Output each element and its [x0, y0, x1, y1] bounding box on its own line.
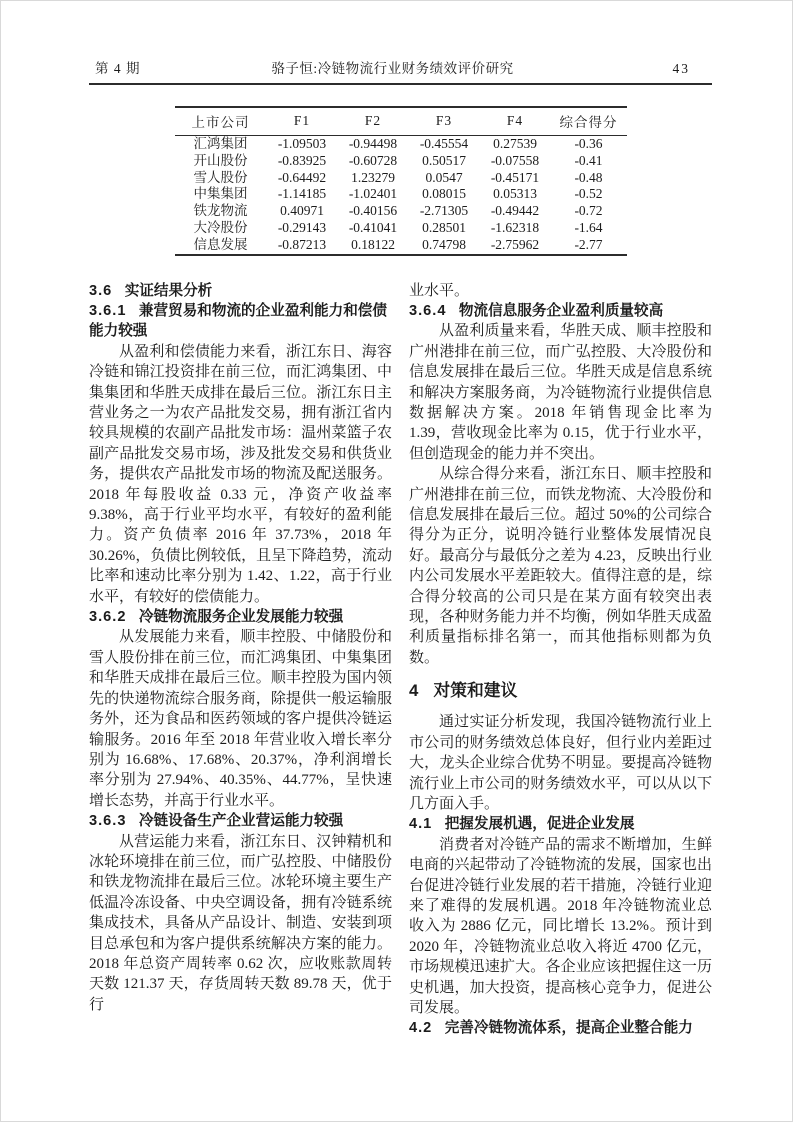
results-table-body [175, 136, 627, 255]
table-cell: -0.40156 [348, 203, 398, 219]
table-cell: -0.45554 [419, 136, 469, 151]
results-table-wrap [89, 106, 712, 256]
section-heading [409, 680, 712, 702]
table-row [175, 237, 627, 255]
heading-number: 4.1 [409, 816, 433, 833]
table-cell: -0.07558 [490, 152, 540, 168]
body-columns [89, 281, 712, 1039]
table-cell: 大冷股份 [193, 219, 248, 235]
results-table [175, 106, 627, 256]
table-cell: -0.72 [574, 203, 603, 219]
heading-number: 3.6 [89, 282, 113, 299]
table-cell: 0.0547 [425, 169, 463, 185]
table-cell: -0.60728 [348, 152, 398, 168]
table-cell: -2.75962 [490, 236, 540, 252]
sub-heading [89, 301, 392, 342]
table-row [175, 186, 627, 203]
heading-number: 4 [409, 681, 419, 701]
paragraph: 从盈利和偿债能力来看，浙江东日、海容冷链和锦江投资排在前三位，而汇鸿集团、中集集团和华胜天成排在最后三位。浙江东日主营业务之一为农产品批发交易，拥有浙江省内较具规模的农副产品批发市场：温州菜篮子农副产品批发交易市场，涉及批发交易和供货业务，提供农产品批发市场的物流及配送服务。2018 年每股收益 0.33 元，净资产收益率 9.38%，高于行业平均水平，有较好的盈利能力。资产负债率 2016 年 37.73%，2018 年 30.26%，负债比例较低，且呈下降趋势，流动比率和速动比率分别为 1.42、1.22，高于行业水平，有较好的偿债能力。 [89, 343, 392, 605]
table-cell: 0.18122 [351, 236, 395, 252]
right-column [409, 281, 712, 1039]
heading-title: 把握发展机遇，促进企业发展 [444, 816, 635, 833]
table-cell: -2.77 [574, 236, 603, 252]
paragraph: 消费者对冷链产品的需求不断增加，生鲜电商的兴起带动了冷链物流的发展，国家也出台促进冷链行业发展的若干措施，冷链行业迎来了难得的发展机遇。2018 年冷链物流业总收入为 2886 亿元，同比增长 13.2%。预计到 2020 年，冷链物流业总收入将近 4700 亿元，市场规模迅速扩大。各企业应该把握住这一历史机遇，加大投资，提高核心竞争力，促进公司发展。 [409, 836, 712, 1016]
table-header-cell: F3 [409, 107, 480, 136]
table-row [175, 170, 627, 187]
table-cell: -1.09503 [277, 136, 327, 151]
table-cell: -0.64492 [277, 169, 327, 185]
table-header-cell: F4 [480, 107, 551, 136]
table-cell: -0.29143 [277, 219, 327, 235]
sub-heading [89, 607, 392, 627]
heading-number: 3.6.3 [89, 813, 127, 830]
table-cell: 雪人股份 [193, 169, 248, 185]
table-cell: -0.94498 [348, 136, 398, 151]
page-header [89, 61, 712, 85]
table-cell: 开山股份 [193, 152, 248, 168]
heading-title: 实证结果分析 [124, 282, 213, 299]
table-cell: -1.14185 [277, 186, 327, 202]
table-cell: 0.28501 [422, 219, 466, 235]
heading-title: 物流信息服务企业盈利质量较高 [458, 302, 664, 319]
table-row [175, 220, 627, 237]
table-cell: 汇鸿集团 [193, 136, 248, 151]
sub-heading [89, 811, 392, 831]
table-cell: 0.50517 [422, 152, 466, 168]
table-cell: -0.87213 [277, 236, 327, 252]
results-table-header-row [175, 107, 627, 136]
table-cell: 铁龙物流 [193, 203, 248, 219]
header-issue: 第 4 期 [95, 61, 141, 76]
table-cell: 中集集团 [193, 186, 248, 202]
table-header-cell: F2 [338, 107, 409, 136]
table-row [175, 203, 627, 220]
paragraph: 从发展能力来看，顺丰控股、中储股份和雪人股份排在前三位，而汇鸿集团、中集集团和华胜天成排在最后三位。顺丰控股为国内领先的快递物流综合服务商，除提供一般运输服务外，还为食品和医药领域的客户提供冷链运输服务。2016 年至 2018 年营业收入增长率分别为 16.68%、17.68%、20.37%，净利润增长率分别为 27.94%、40.35%、44.77%，呈快速增长态势，并高于行业水平。 [89, 629, 392, 809]
table-cell: 0.08015 [422, 186, 466, 202]
heading-title: 完善冷链物流体系，提高企业整合能力 [444, 1020, 693, 1037]
table-cell: -1.02401 [348, 186, 398, 202]
heading-title: 兼营贸易和物流的企业盈利能力和偿债能力较强 [89, 302, 387, 340]
sub-heading [89, 281, 392, 301]
left-column [89, 281, 392, 1039]
header-running-title: 骆子恒:冷链物流行业财务绩效评价研究 [271, 61, 514, 76]
paragraph: 从营运能力来看，浙江东日、汉钟精机和冰轮环境排在前三位，而广弘控股、中储股份和铁龙物流排在最后三位。冰轮环境主要生产低温冷冻设备、中央空调设备，拥有冷链系统集成技术，具备从产品设计、制造、安装到项目总承包和为客户提供系统解决方案的能力。2018 年总资产周转率 0.62 次，应收账款周转天数 121.37 天，存货周转天数 89.78 天，优于行 [89, 833, 392, 1013]
heading-title: 对策和建议 [433, 681, 518, 701]
table-cell: 0.05313 [493, 186, 537, 202]
paragraph: 从综合得分来看，浙江东日、顺丰控股和广州港排在前三位，而铁龙物流、大冷股份和信息发展排在最后三位。超过 50%的公司综合得分为正分，说明冷链行业整体发展情况良好。最高分与最低分之差为 4.23，反映出行业内公司发展水平差距较大。值得注意的是，综合得分较高的公司只是在某方面有较突出表现，各种财务能力并不均衡，例如华胜天成盈利质量指标排名第一，而其他指标则都为负数。 [409, 466, 712, 666]
heading-title: 冷链物流服务企业发展能力较强 [138, 609, 344, 626]
heading-number: 3.6.4 [409, 302, 447, 319]
table-cell: -0.41 [574, 152, 603, 168]
table-cell: -2.71305 [419, 203, 469, 219]
sub-heading [409, 301, 712, 321]
table-header-cell: F1 [267, 107, 338, 136]
table-row [175, 136, 627, 153]
header-page-number: 43 [672, 61, 690, 76]
table-cell: -0.36 [574, 136, 603, 151]
table-cell: -0.83925 [277, 152, 327, 168]
heading-number: 3.6.1 [89, 302, 127, 319]
paragraph: 通过实证分析发现，我国冷链物流行业上市公司的财务绩效总体良好，但行业内差距过大，龙头企业综合优势不明显。要提高冷链物流行业上市公司的财务绩效水平，可以从以下几方面入手。 [409, 714, 712, 812]
heading-title: 冷链设备生产企业营运能力较强 [138, 813, 344, 830]
table-cell: 0.74798 [422, 236, 466, 252]
table-cell: -0.49442 [490, 203, 540, 219]
table-cell: 0.27539 [493, 136, 537, 151]
table-cell: 信息发展 [193, 236, 248, 252]
paragraph: 从盈利质量来看，华胜天成、顺丰控股和广州港排在前三位，而广弘控股、大冷股份和信息发展排在最后三位。华胜天成是信息系统和解决方案服务商，为冷链物流行业提供信息数据解决方案。2018 年销售现金比率为 1.39，营收现金比率为 0.15，优于行业水平，但创造现金的能力并不突出。 [409, 323, 712, 462]
table-header-cell: 上市公司 [175, 107, 267, 136]
table-header-cell: 综合得分 [551, 107, 627, 136]
paragraph: 业水平。 [409, 282, 470, 299]
table-cell: -1.64 [574, 219, 603, 235]
table-cell: 0.40971 [280, 203, 324, 219]
table-cell: -0.41041 [348, 219, 398, 235]
table-cell: 1.23279 [351, 169, 395, 185]
table-cell: -0.48 [574, 169, 603, 185]
table-cell: -0.45171 [490, 169, 540, 185]
heading-number: 4.2 [409, 1020, 433, 1037]
table-cell: -0.52 [574, 186, 603, 202]
heading-number: 3.6.2 [89, 609, 127, 626]
table-cell: -1.62318 [490, 219, 540, 235]
sub-heading [409, 814, 712, 834]
sub-heading [409, 1018, 712, 1038]
table-row [175, 153, 627, 170]
